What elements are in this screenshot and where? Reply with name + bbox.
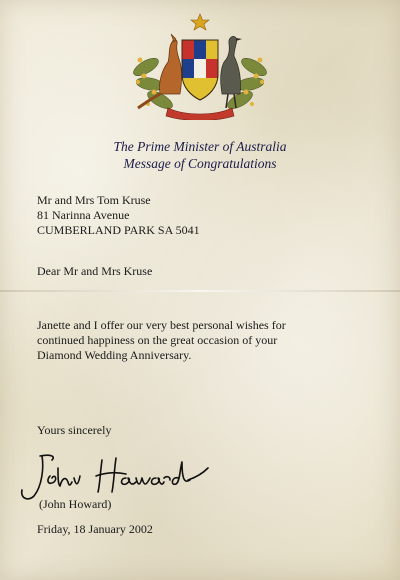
letter-title: The Prime Minister of Australia [113,139,287,154]
body-line: Janette and I offer our very best personal wishes for [37,318,286,332]
body-line: continued happiness on the great occasion of your [37,333,278,347]
message-body [37,318,367,363]
letter-subtitle: Message of Congratulations [123,156,277,171]
closing: Yours sincerely [37,423,112,437]
address-line: CUMBERLAND PARK SA 5041 [37,223,200,237]
body-line: Diamond Wedding Anniversary. [37,348,192,362]
salutation: Dear Mr and Mrs Kruse [37,264,153,278]
signatory-name: (John Howard) [39,497,112,511]
coat-of-arms-icon [130,12,270,120]
address-line: 81 Narinna Avenue [37,208,130,222]
letter-date: Friday, 18 January 2002 [37,522,153,536]
address-line: Mr and Mrs Tom Kruse [37,193,151,207]
paper-fold-line [0,290,400,292]
recipient-address [37,193,200,238]
